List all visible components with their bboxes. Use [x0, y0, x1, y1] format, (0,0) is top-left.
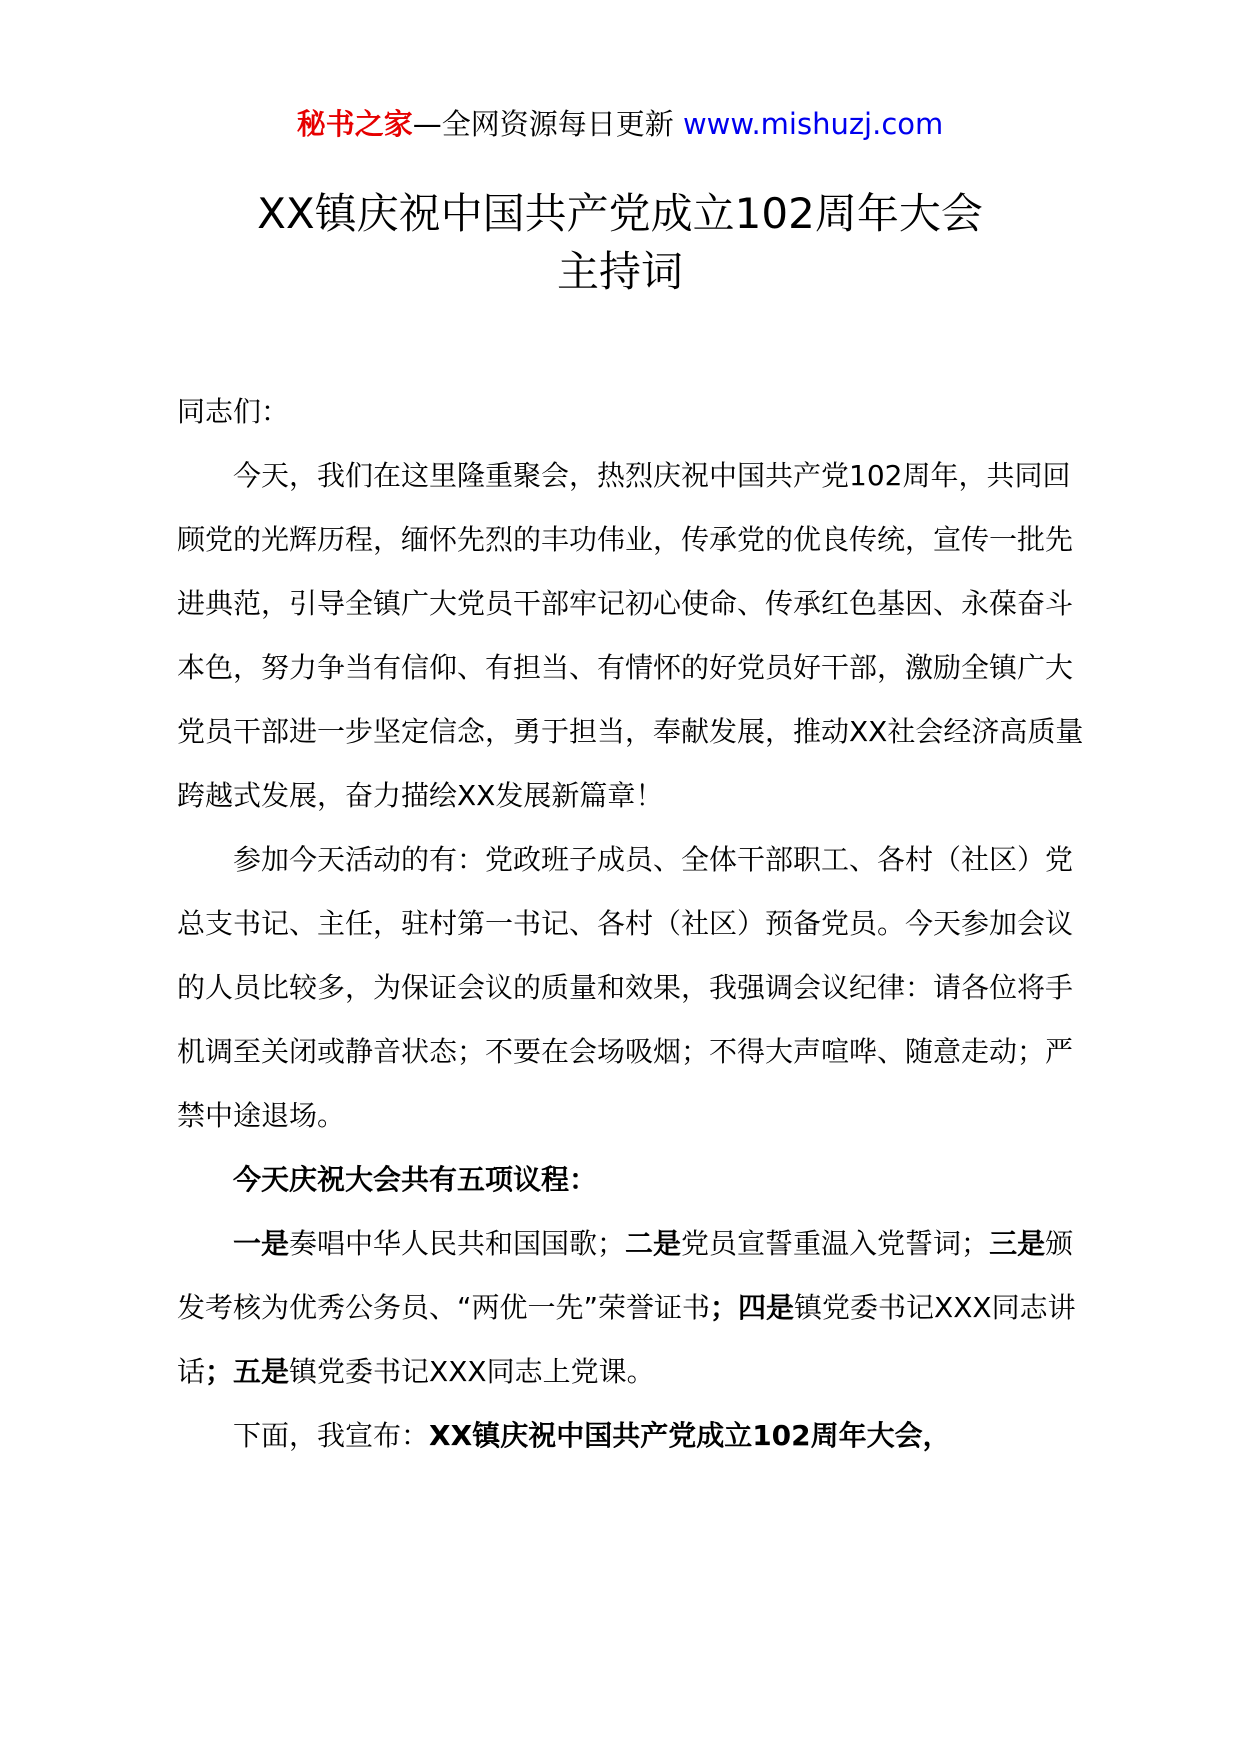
agenda-item-5-text: 镇党委书记XXX同志上党课。 [289, 1355, 655, 1388]
paragraph-opening: 今天，我们在这里隆重聚会，热烈庆祝中国共产党102周年，共同回顾党的光辉历程，缅怀先烈的丰功伟业，传承党的优良传统，宣传一批先进典范，引导全镇广大党员干部牢记初心使命、传承红色基因、永葆奋斗本色，努力争当有信仰、有担当、有情怀的好党员好干部，激励全镇广大党员干部进一步坚定信念，勇于担当，奉献发展，推动XX社会经济高质量跨越式发展，奋力描绘XX发展新篇章！ [177, 459, 1084, 812]
agenda-item-1-label: 一是 [233, 1227, 290, 1260]
document-title [0, 185, 1240, 301]
agenda-item-2-label: 二是 [625, 1227, 682, 1260]
agenda-item-2-text: 党员宣誓重温入党誓词； [681, 1227, 990, 1260]
agenda-heading: 今天庆祝大会共有五项议程： [233, 1163, 598, 1196]
brand-name: 秘书之家 [296, 107, 413, 141]
agenda-item-5-label: ；五是 [205, 1355, 290, 1388]
agenda-item-4-text: 镇党委书记XXX同志讲话 [177, 1291, 1076, 1388]
document-body [177, 380, 1095, 1468]
announcement-lead: 下面，我宣布： [233, 1419, 430, 1452]
agenda-item-1-text: 奏唱中华人民共和国国歌； [289, 1227, 626, 1260]
paragraph-attendees: 参加今天活动的有：党政班子成员、全体干部职工、各村（社区）党总支书记、主任，驻村第一书记、各村（社区）预备党员。今天参加会议的人员比较多，为保证会议的质量和效果，我强调会议纪律：请各位将手机调至关闭或静音状态；不要在会场吸烟；不得大声喧哗、随意走动；严禁中途退场。 [177, 843, 1074, 1132]
salutation: 同志们： [177, 395, 290, 428]
site-header [0, 104, 1240, 144]
title-line-1: XX镇庆祝中国共产党成立102周年大会 [257, 189, 983, 238]
paragraph-announcement [177, 1404, 1095, 1468]
paragraph-agenda-heading [177, 1148, 1095, 1212]
site-url-link[interactable]: www.mishuzj.com [682, 107, 944, 141]
header-tagline: —全网资源每日更新 [412, 107, 683, 141]
title-line-2: 主持词 [556, 247, 683, 296]
agenda-item-3-text: 颁发考核为优秀公务员、“两优一先”荣誉证书 [177, 1227, 1074, 1324]
paragraph-agenda-items [177, 1212, 1095, 1404]
agenda-item-3-label: 三是 [989, 1227, 1046, 1260]
announcement-bold: XX镇庆祝中国共产党成立102周年大会， [429, 1419, 951, 1452]
agenda-item-4-label: ；四是 [710, 1291, 795, 1324]
